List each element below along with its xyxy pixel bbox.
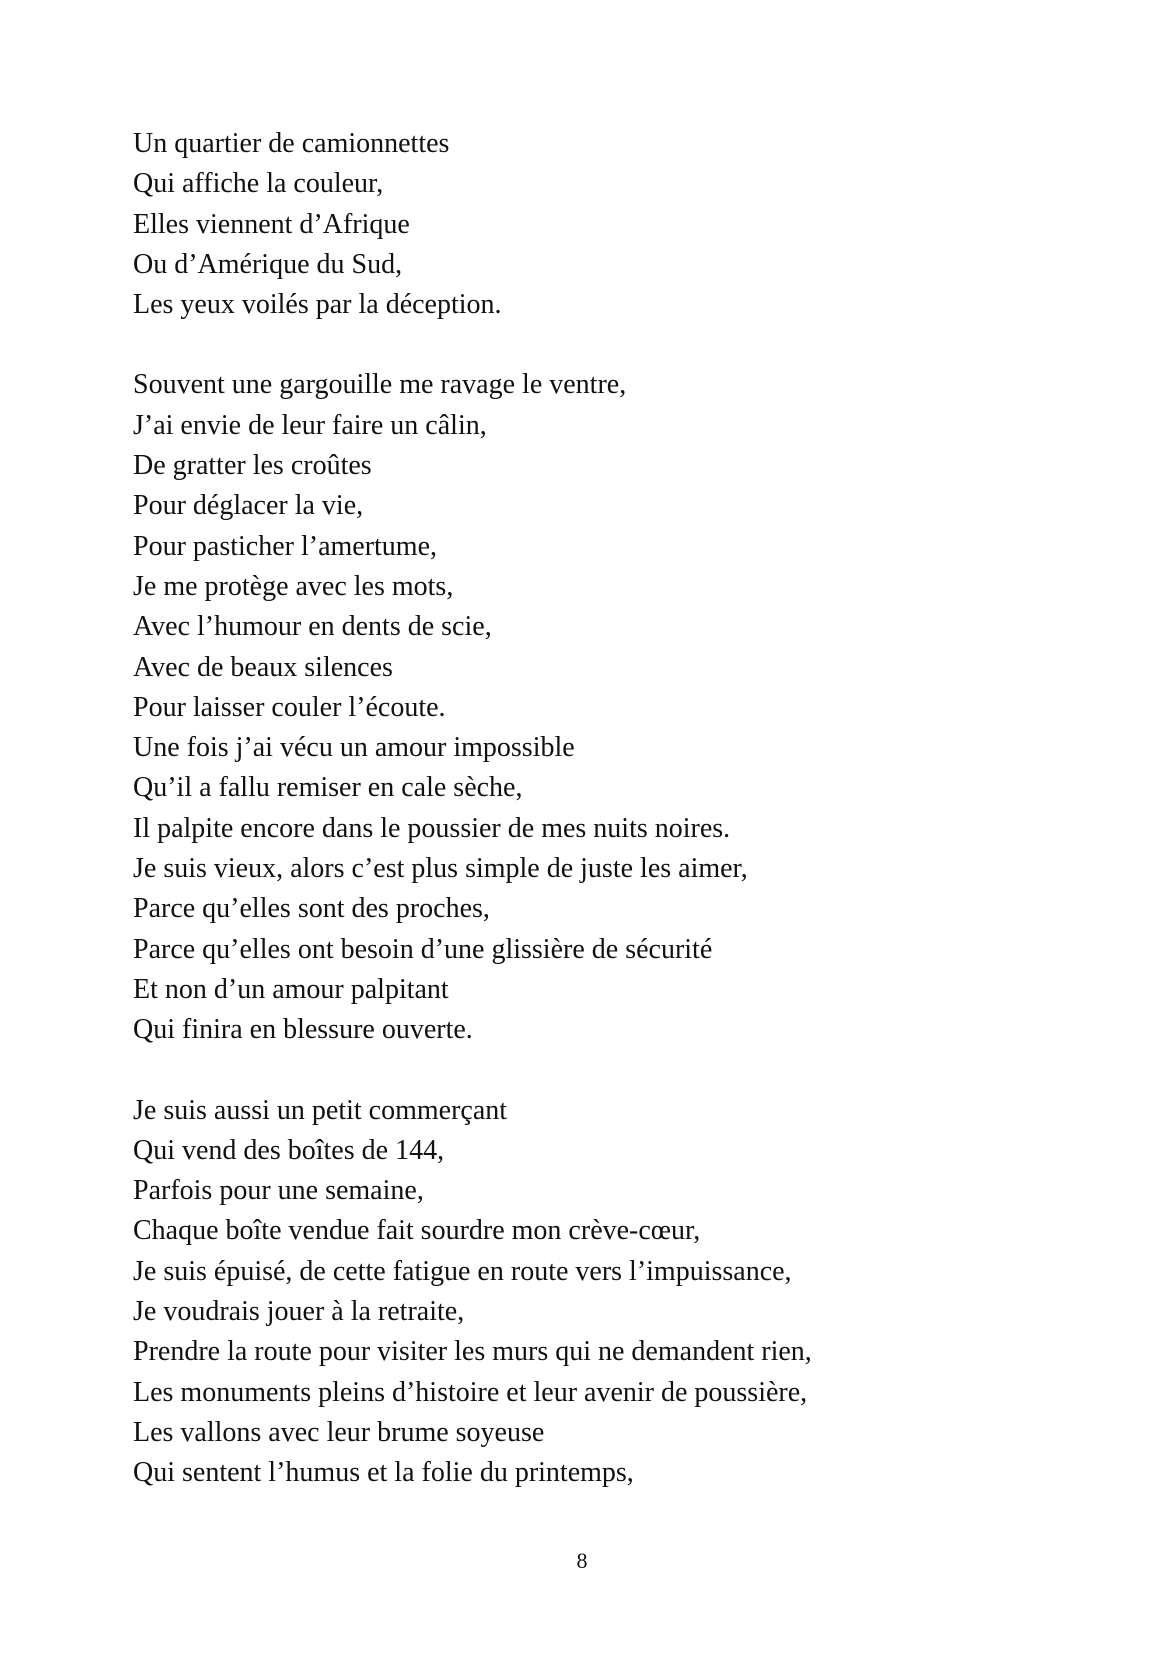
poem-line: Il palpite encore dans le poussier de mes nuits noires. bbox=[133, 812, 731, 844]
poem-line: Qu’il a fallu remiser en cale sèche, bbox=[133, 772, 523, 804]
poem-line: Qui finira en blessure ouverte. bbox=[133, 1014, 473, 1046]
page-number: 8 bbox=[576, 1548, 588, 1573]
poem-line: Les vallons avec leur brume soyeuse bbox=[133, 1416, 545, 1448]
poem-line: Je suis vieux, alors c’est plus simple de juste les aimer, bbox=[133, 853, 748, 885]
poem-line: J’ai envie de leur faire un câlin, bbox=[133, 409, 487, 441]
poem-line: Une fois j’ai vécu un amour impossible bbox=[133, 732, 575, 764]
poem-line: Parfois pour une semaine, bbox=[133, 1175, 424, 1207]
stanza bbox=[133, 1091, 1093, 1494]
poem-line: Pour déglacer la vie, bbox=[133, 490, 364, 522]
poem-line: Les monuments pleins d’histoire et leur avenir de poussière, bbox=[133, 1376, 808, 1408]
poem-line: Je voudrais jouer à la retraite, bbox=[133, 1296, 465, 1328]
poem-line: Avec de beaux silences bbox=[133, 651, 393, 683]
poem-line: Elles viennent d’Afrique bbox=[133, 208, 410, 240]
poem-line: Je suis aussi un petit commerçant bbox=[133, 1094, 508, 1126]
poem-line: Ou d’Amérique du Sud, bbox=[133, 248, 403, 280]
stanza bbox=[133, 124, 1093, 325]
poem-line: Qui affiche la couleur, bbox=[133, 168, 384, 200]
poem-line: Pour pasticher l’amertume, bbox=[133, 530, 438, 562]
poem-line: Je me protège avec les mots, bbox=[133, 570, 454, 602]
poem-line: De gratter les croûtes bbox=[133, 450, 372, 482]
poem-line: Et non d’un amour palpitant bbox=[133, 973, 449, 1005]
poem-line: Parce qu’elles ont besoin d’une glissière de sécurité bbox=[133, 933, 713, 965]
poem-line: Les yeux voilés par la déception. bbox=[133, 289, 502, 321]
poem-line: Chaque boîte vendue fait sourdre mon crève-cœur, bbox=[133, 1215, 701, 1247]
poem-line: Souvent une gargouille me ravage le ventre, bbox=[133, 369, 627, 401]
poem-line: Parce qu’elles sont des proches, bbox=[133, 893, 490, 925]
poem-line: Pour laisser couler l’écoute. bbox=[133, 691, 446, 723]
poem-line: Un quartier de camionnettes bbox=[133, 128, 450, 159]
poem-body bbox=[133, 124, 1093, 1494]
poem-line: Prendre la route pour visiter les murs qui ne demandent rien, bbox=[133, 1336, 812, 1368]
stanza bbox=[133, 365, 1093, 1050]
poem-line: Qui vend des boîtes de 144, bbox=[133, 1134, 445, 1166]
poem-line: Je suis épuisé, de cette fatigue en route vers l’impuissance, bbox=[133, 1255, 792, 1287]
poem-line: Avec l’humour en dents de scie, bbox=[133, 611, 492, 643]
poem-line: Qui sentent l’humus et la folie du printemps, bbox=[133, 1457, 634, 1489]
